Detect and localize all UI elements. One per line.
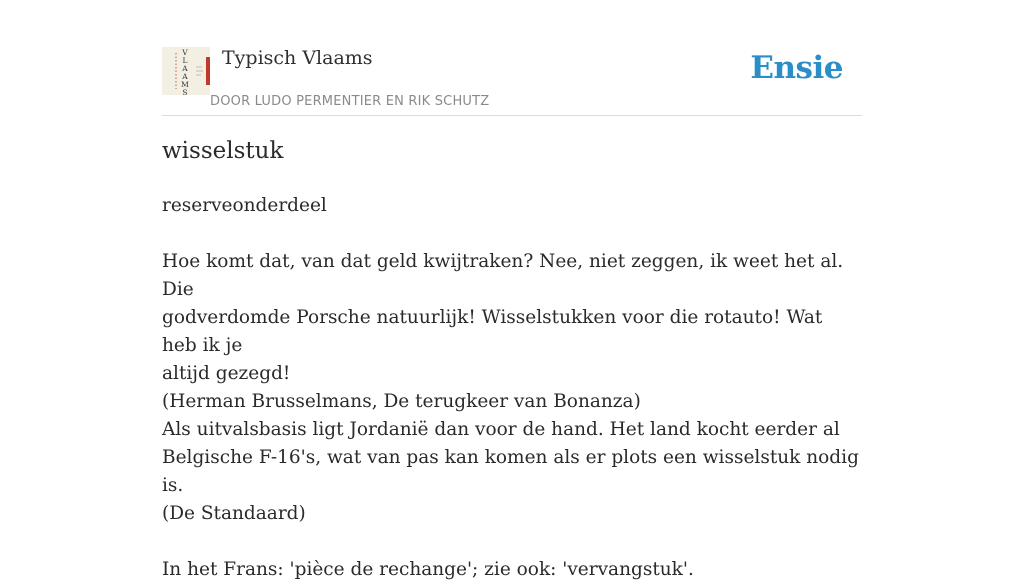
logo-letter: L — [182, 56, 188, 65]
quote-source: (Herman Brusselmans, De terugkeer van Bonanza) — [162, 391, 641, 412]
entry-header — [162, 44, 862, 116]
logo-letter: A — [182, 72, 188, 81]
author-byline: DOOR LUDO PERMENTIER EN RIK SCHUTZ — [210, 94, 490, 109]
quote-line: Hoe komt dat, van dat geld kwijtraken? Nee, niet zeggen, ik weet het al. Die — [162, 251, 844, 300]
entry-term: wisselstuk — [162, 138, 284, 164]
paragraph-gap — [162, 528, 862, 556]
entry-definition: reserveonderdeel — [162, 195, 327, 216]
book-title[interactable]: Typisch Vlaams — [222, 47, 373, 69]
quote-line: Als uitvalsbasis ligt Jordanië dan voor de hand. Het land kocht eerder al — [162, 419, 840, 440]
logo-letter: V — [182, 48, 188, 57]
quote-line: Belgische F-16's, wat van pas kan komen als er plots een wisselstuk nodig is. — [162, 447, 859, 496]
quote-source: (De Standaard) — [162, 503, 306, 524]
book-cover-logo[interactable] — [162, 47, 210, 95]
quote-line: altijd gezegd! — [162, 363, 291, 384]
logo-letter: M — [181, 80, 189, 89]
logo-letter: S — [182, 88, 188, 97]
logo-letter: A — [182, 64, 188, 73]
ensie-brand-link[interactable]: Ensie — [750, 50, 843, 86]
entry-note: In het Frans: 'pièce de rechange'; zie ook: 'vervangstuk'. — [162, 559, 694, 580]
quote-line: godverdomde Porsche natuurlijk! Wisselstukken voor die rotauto! Wat heb ik je — [162, 307, 823, 356]
entry-content — [162, 192, 862, 584]
entry-card — [162, 44, 862, 580]
paragraph-gap — [162, 220, 862, 248]
